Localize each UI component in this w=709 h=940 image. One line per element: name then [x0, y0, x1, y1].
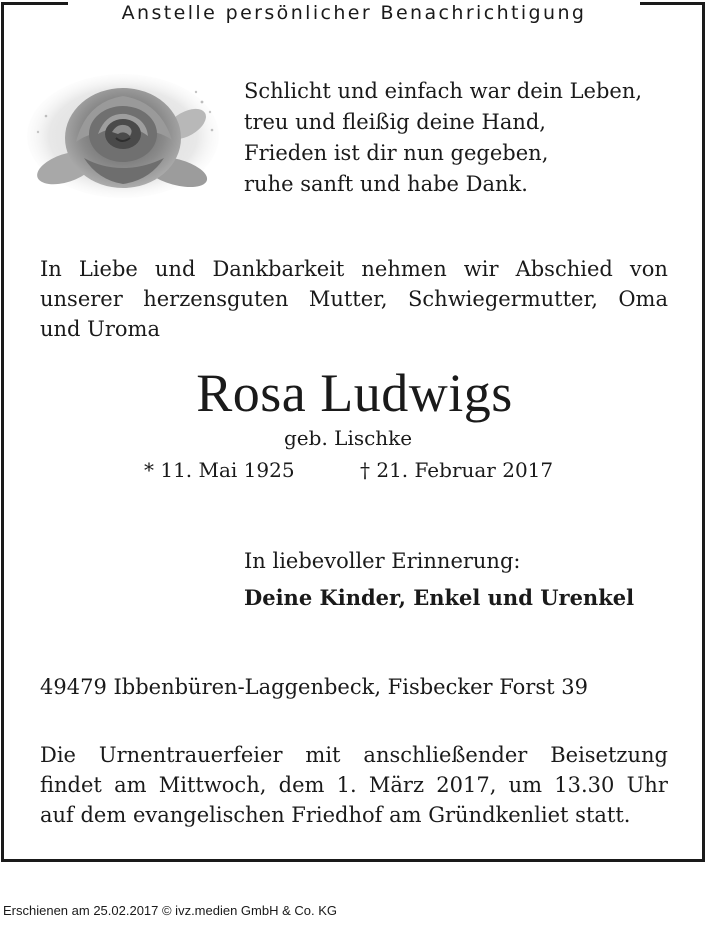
deceased-name: Rosa Ludwigs: [196, 363, 513, 423]
poem-line: treu und fleißig deine Hand,: [244, 110, 546, 134]
word: Urnentrauerfeier: [98, 743, 283, 767]
word: Schwiegermutter,: [408, 287, 598, 311]
word: von: [629, 257, 668, 281]
word: unserer: [40, 287, 123, 311]
word: In: [40, 257, 62, 281]
service-line: [40, 770, 668, 800]
service-line: auf dem evangelischen Friedhof am Gründkenliet statt.: [40, 803, 631, 827]
rose-image: [26, 72, 221, 200]
word: Dankbarkeit: [212, 257, 345, 281]
word: nehmen: [361, 257, 447, 281]
service-line: [40, 740, 668, 770]
poem-line: Schlicht und einfach war dein Leben,: [244, 79, 643, 103]
word: anschließender: [363, 743, 528, 767]
word: wir: [463, 257, 499, 281]
birth-date: * 11. Mai 1925: [144, 458, 295, 482]
poem: [244, 76, 642, 200]
mourners-family: Deine Kinder, Enkel und Urenkel: [244, 585, 635, 610]
publication-footer: Erschienen am 25.02.2017 © ivz.medien GmbH & Co. KG: [3, 903, 338, 918]
word: am: [114, 773, 147, 797]
word: Oma: [618, 287, 668, 311]
word: herzensguten: [143, 287, 289, 311]
word: Mittwoch,: [158, 773, 267, 797]
word: März: [368, 773, 425, 797]
word: dem: [278, 773, 325, 797]
word: Die: [40, 743, 76, 767]
word: 2017,: [436, 773, 497, 797]
memory-phrase: In liebevoller Erinnerung:: [244, 549, 521, 573]
notice-header: Anstelle persönlicher Benachrichtigung: [68, 0, 640, 26]
word: findet: [40, 773, 102, 797]
word: Liebe: [78, 257, 138, 281]
word: um: [508, 773, 543, 797]
word: Mutter,: [308, 287, 388, 311]
word: Beisetzung: [550, 743, 668, 767]
service-text: [40, 740, 668, 830]
word: 13.30: [554, 773, 615, 797]
word: mit: [305, 743, 341, 767]
word: Abschied: [515, 257, 613, 281]
poem-line: Frieden ist dir nun gegeben,: [244, 141, 549, 165]
intro-text: [40, 254, 668, 344]
death-date: † 21. Februar 2017: [360, 458, 554, 482]
word: 1.: [336, 773, 357, 797]
intro-line: [40, 284, 668, 314]
address: 49479 Ibbenbüren-Laggenbeck, Fisbecker Forst 39: [40, 675, 588, 699]
intro-line: [40, 254, 668, 284]
word: und: [154, 257, 196, 281]
intro-line: und Uroma: [40, 317, 160, 341]
poem-line: ruhe sanft und habe Dank.: [244, 172, 528, 196]
word: Uhr: [626, 773, 668, 797]
maiden-name: geb. Lischke: [284, 426, 413, 450]
